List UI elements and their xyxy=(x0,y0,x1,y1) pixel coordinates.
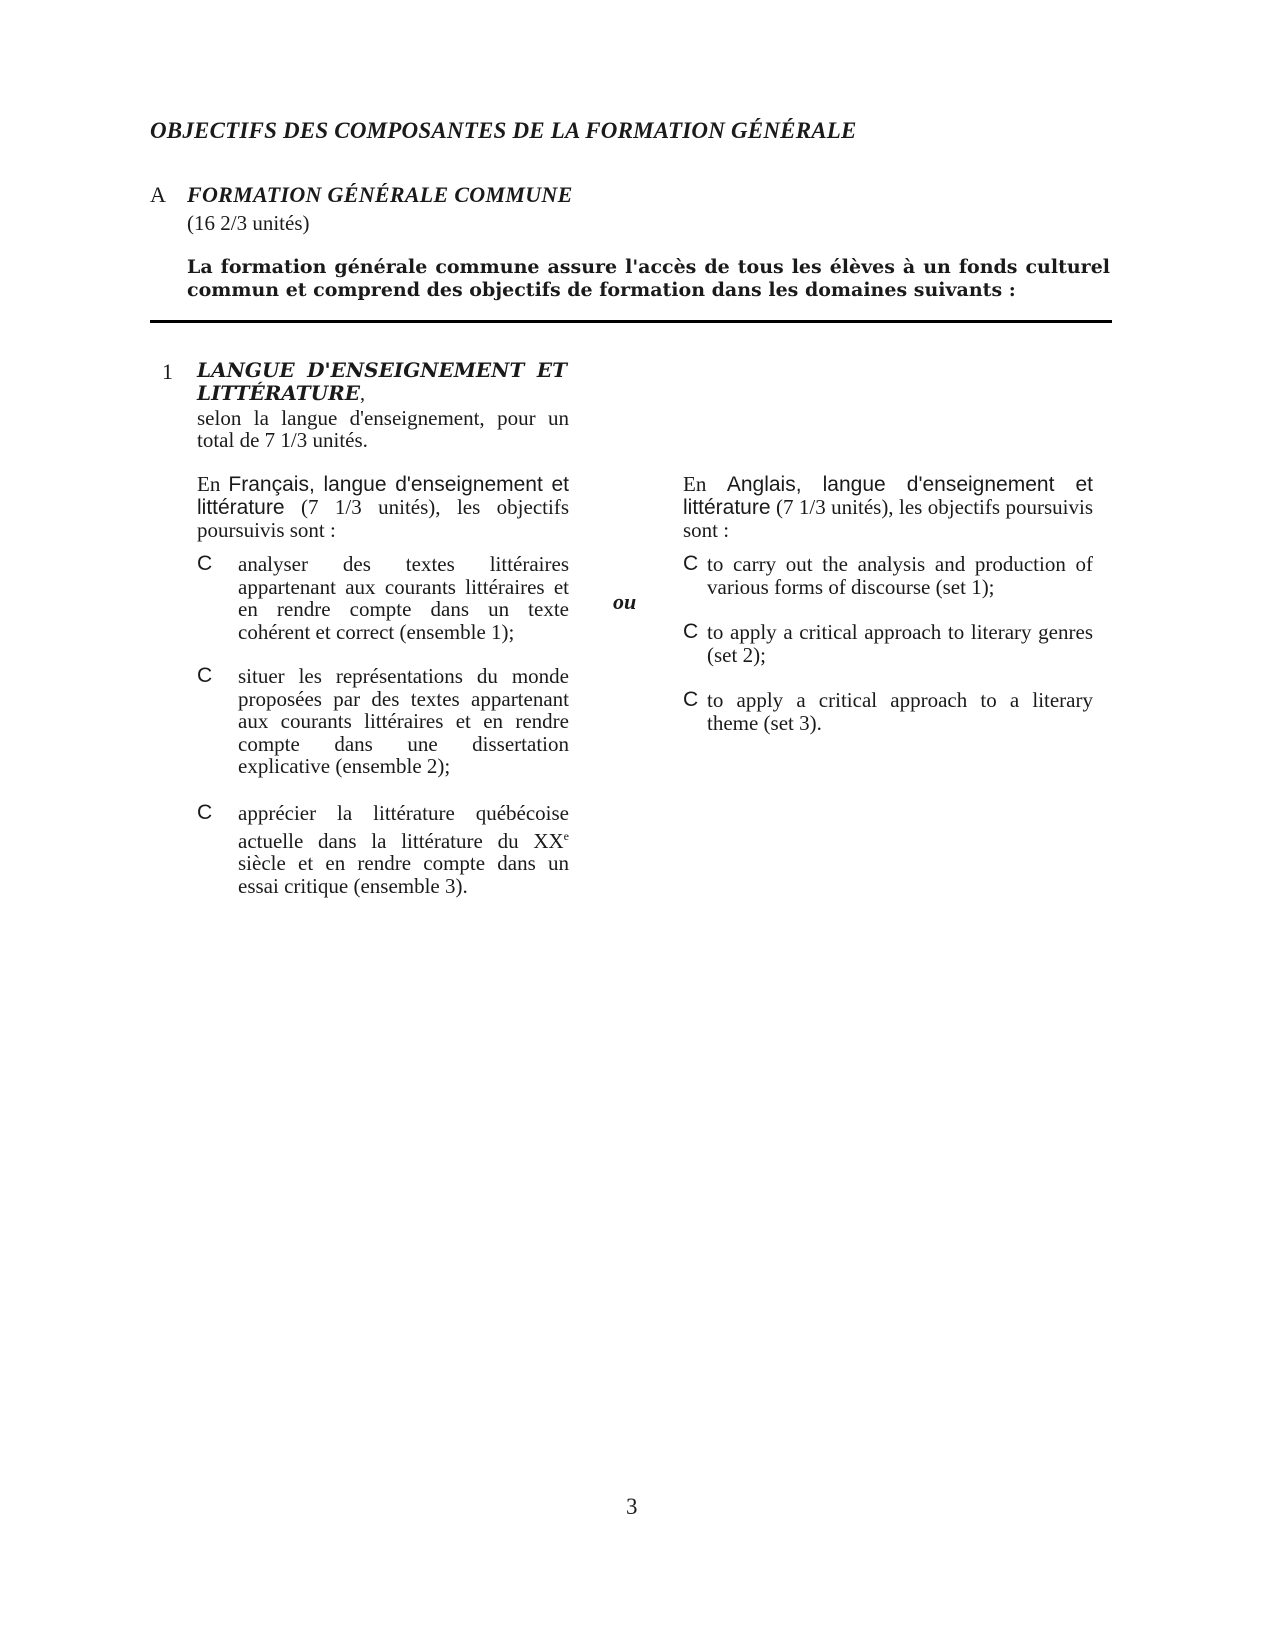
english-bullet-text: to carry out the analysis and production of various forms of discourse (set 1); xyxy=(707,552,1093,599)
section-title: FORMATION GÉNÉRALE COMMUNE xyxy=(187,182,573,207)
french-bullet-2 xyxy=(197,665,569,779)
english-intro-prefix: En xyxy=(683,472,727,496)
french-intro-emphasis: Français, langue d'enseignement et littérature xyxy=(197,473,569,519)
french-intro-suffix: (7 1/3 unités), les objectifs poursuivis sont : xyxy=(197,495,569,542)
english-bullet-text: to apply a critical approach to literary genres (set 2); xyxy=(707,620,1093,667)
or-separator: ou xyxy=(613,589,637,614)
french-bullet-text-part2: siècle et en rendre compte dans un essai critique (ensemble 3). xyxy=(238,851,569,898)
english-bullet-text: to apply a critical approach to a literary theme (set 3). xyxy=(707,688,1093,735)
bullet-marker: C xyxy=(683,620,699,643)
french-intro-prefix: En xyxy=(197,472,229,496)
french-bullet-text: analyser des textes littéraires appartenant aux courants littéraires et en rendre compte dans un texte cohérent et correct (ensemble 1); xyxy=(238,552,569,644)
english-intro-emphasis: Anglais, langue d'enseignement et littérature xyxy=(683,473,1094,519)
page-title: OBJECTIFS DES COMPOSANTES DE LA FORMATION GÉNÉRALE xyxy=(150,118,857,143)
subsection-number: 1 xyxy=(162,359,173,384)
english-bullet-3 xyxy=(683,689,1093,735)
subsection-title xyxy=(197,359,567,406)
english-intro-suffix: (7 1/3 unités), les objectifs poursuivis sont : xyxy=(683,495,1093,542)
subsection-title-suffix: , xyxy=(359,383,365,405)
section-units: (16 2/3 unités) xyxy=(187,211,310,235)
superscript: e xyxy=(563,828,569,843)
french-bullet-1 xyxy=(197,553,569,643)
section-intro: La formation générale commune assure l'accès de tous les élèves à un fonds culturel commun et comprend des objectifs de formation dans les domaines suivants : xyxy=(187,256,1110,301)
french-bullet-text-part1: apprécier la littérature québécoise actuelle dans la littérature du XX xyxy=(238,801,569,853)
subsection-description: selon la langue d'enseignement, pour un total de 7 1/3 unités. xyxy=(197,406,569,452)
english-bullet-1 xyxy=(683,553,1093,599)
french-intro xyxy=(197,473,569,542)
french-bullet-text xyxy=(238,802,569,897)
bullet-marker: C xyxy=(197,664,213,687)
section-letter: A xyxy=(150,182,166,207)
bullet-marker: C xyxy=(683,688,699,711)
bullet-marker: C xyxy=(197,801,213,824)
french-bullet-3 xyxy=(197,801,569,898)
english-bullet-2 xyxy=(683,621,1093,667)
bullet-marker: C xyxy=(683,552,699,575)
subsection-title-text: LANGUE D'ENSEIGNEMENT ET LITTÉRATURE xyxy=(197,358,567,405)
french-bullet-text: situer les représentations du monde proposées par des textes appartenant aux courants littéraires et en rendre compte dans une dissertation explicative (ensemble 2); xyxy=(238,664,569,778)
bullet-marker: C xyxy=(197,552,213,575)
page-number: 3 xyxy=(626,1494,638,1519)
horizontal-divider xyxy=(150,320,1112,323)
english-intro xyxy=(683,473,1093,542)
